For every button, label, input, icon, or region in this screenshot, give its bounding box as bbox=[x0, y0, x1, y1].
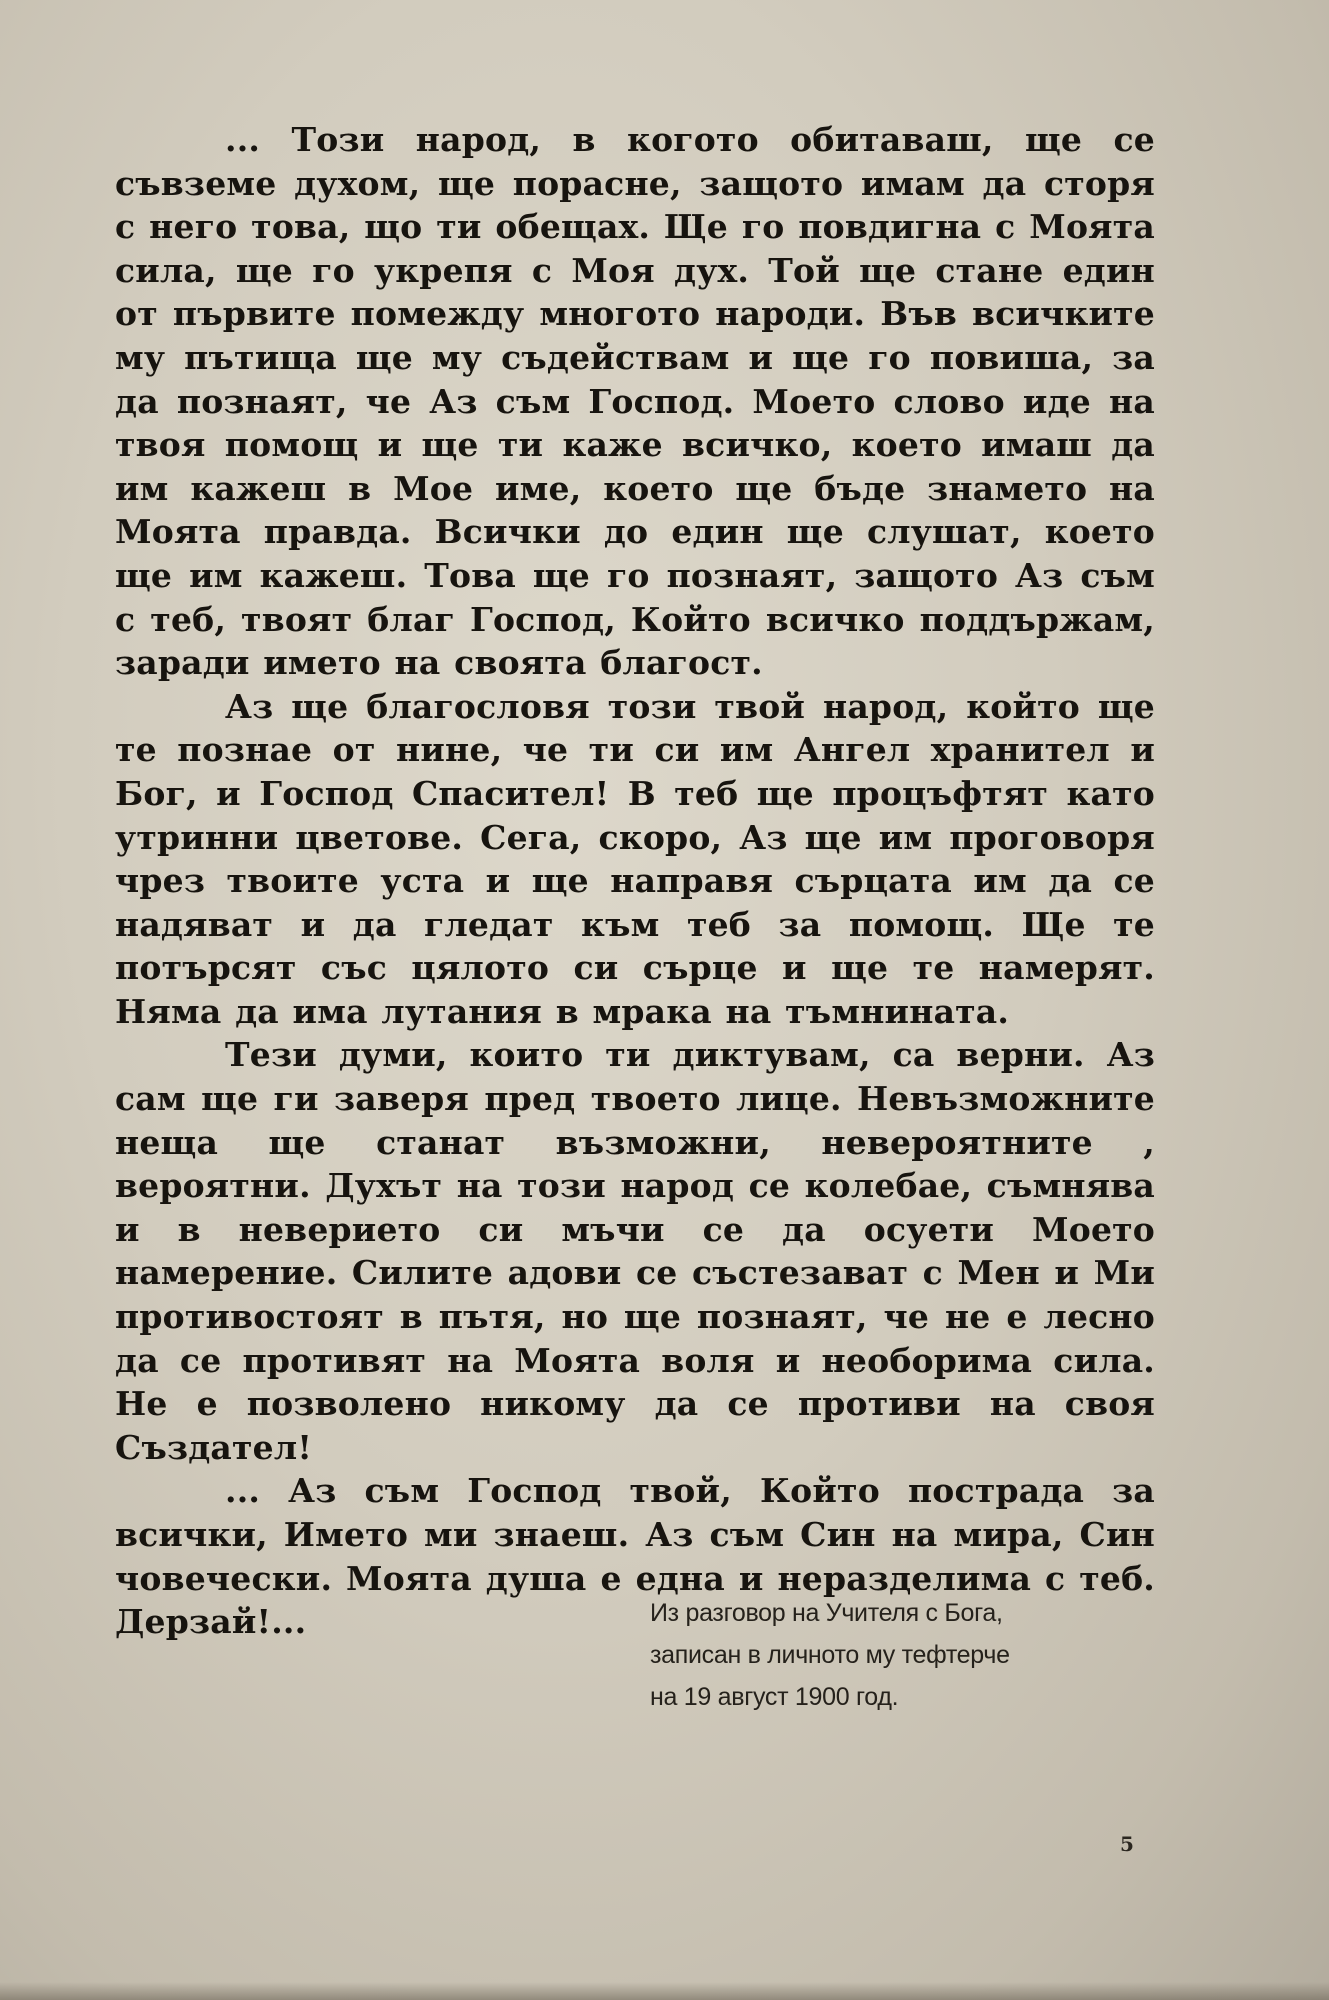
page-number: 5 bbox=[1120, 1832, 1134, 1856]
attribution-line-1: Из разговор на Учителя с Бога, bbox=[650, 1599, 1003, 1627]
paragraph-3: Тези думи, които ти диктувам, са верни. Аз сам ще ги заверя пред твоето лице. Невъзможните неща ще станат възможни, невероятните , вероятни. Духът на този народ се колебае, съмнява и в неверието си мъчи се да осуети Моето намерение. Силите адови се състезават с Мен и Ми противостоят в пътя, но ще познаят, че не е лесно да се противят на Моята воля и необорима сила. Не е позволено никому да се противи на своя Създател! bbox=[115, 1035, 1155, 1467]
paragraph-4: ... Аз съм Господ твой, Който пострада за всички, Името ми знаеш. Аз съм Син на мира, Син човечески. Моята душа е една и неразделима с теб. Дерзай!... bbox=[115, 1471, 1155, 1642]
attribution-line-2: записан в личното му тефтерче bbox=[650, 1641, 1010, 1669]
page-edge-shadow bbox=[0, 1982, 1329, 2000]
paragraph-2: Аз ще благословя този твой народ, който ще те познае от нине, че ти си им Ангел хранител и Бог, и Господ Спасител! В теб ще процъфтят като утринни цветове. Сега, скоро, Аз ще им проговоря чрез твоите уста и ще направя сърцата им да се надяват и да гледат към теб за помощ. Ще те потърсят със цялото си сърце и ще те намерят. Няма да има лутания в мрака на тъмнината. bbox=[115, 686, 1155, 1031]
main-text bbox=[115, 118, 1155, 1644]
paragraph-1: ... Този народ, в когото обитаваш, ще се съвземе духом, ще порасне, защото имам да сторя с него това, що ти обещах. Ще го повдигна с Моята сила, ще го укрепя с Моя дух. Той ще стане един от първите помежду многото народи. Във всичките му пътища ще му съдействам и ще го повиша, за да познаят, че Аз съм Господ. Моето слово иде на твоя помощ и ще ти каже всичко, което имаш да им кажеш в Мое име, което ще бъде знамето на Моята правда. Всички до един ще слушат, което ще им кажеш. Това ще го познаят, защото Аз съм с теб, твоят благ Господ, Който всичко поддържам, заради името на своята благост. bbox=[115, 120, 1155, 683]
source-attribution bbox=[650, 1592, 1070, 1718]
attribution-line-3: на 19 август 1900 год. bbox=[650, 1683, 899, 1711]
